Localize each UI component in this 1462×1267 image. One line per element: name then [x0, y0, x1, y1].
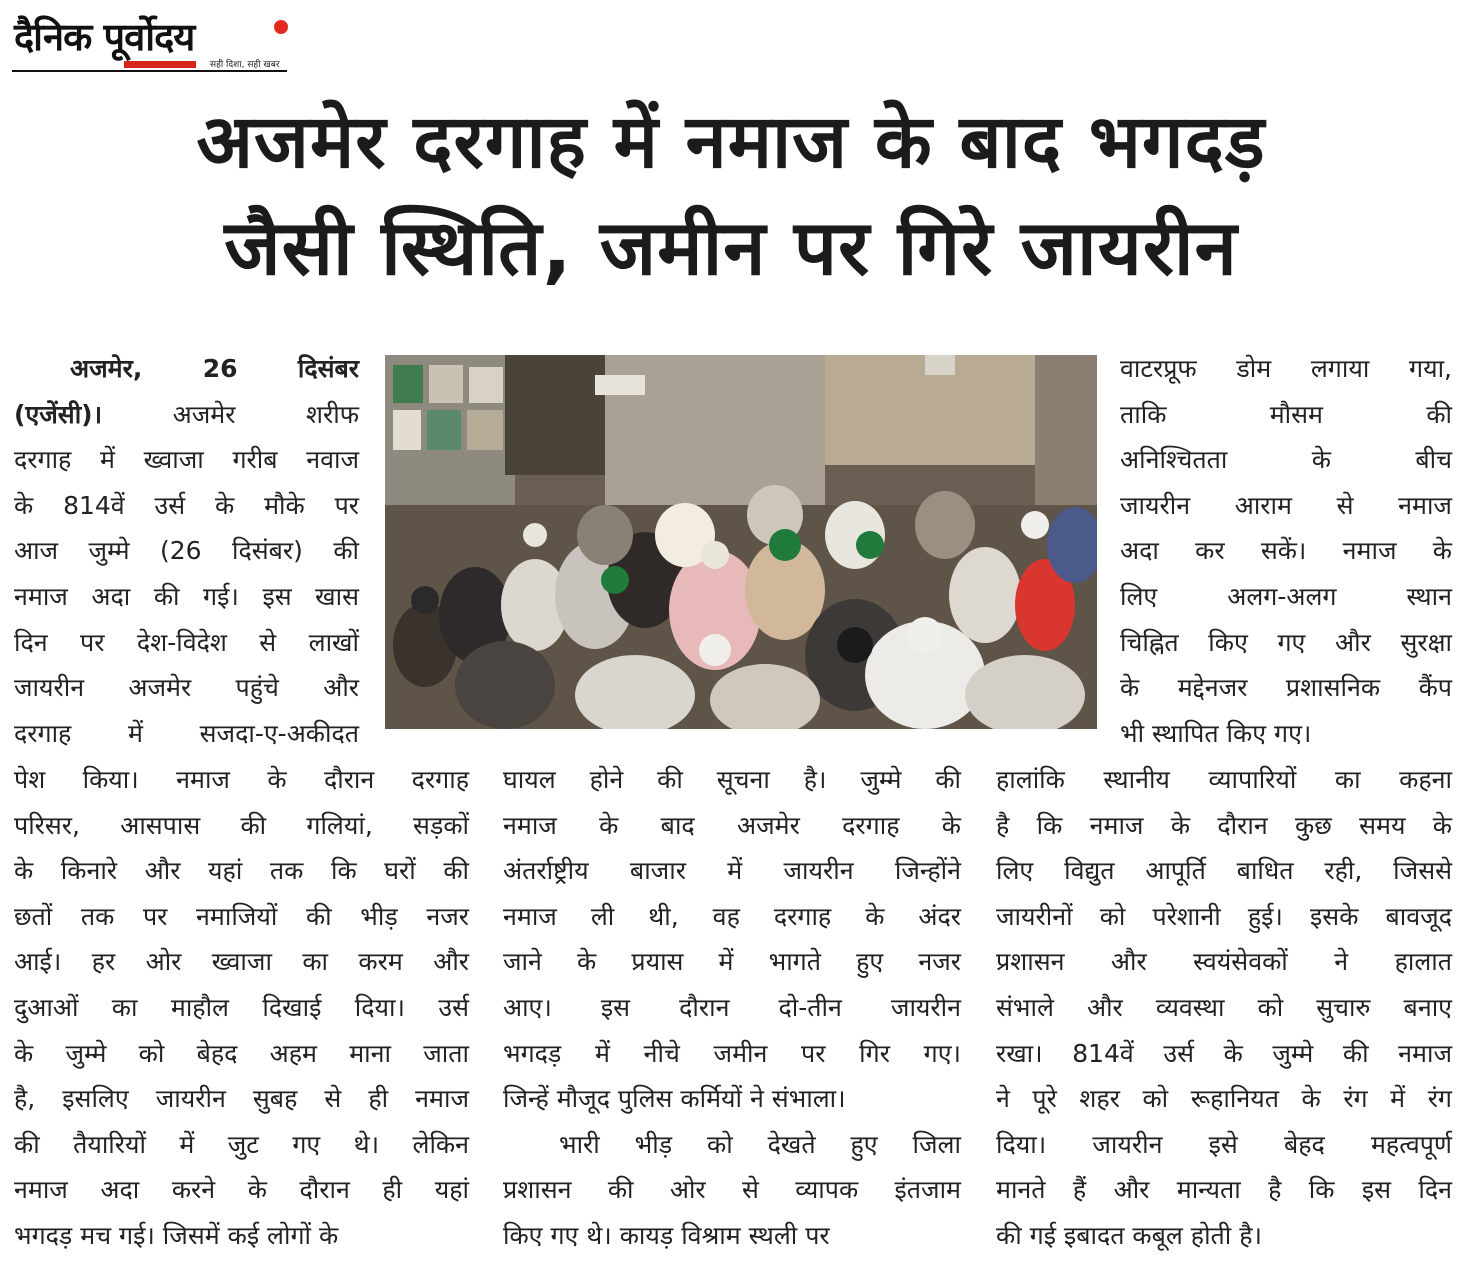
masthead-logo: दैनिक पूर्वोदय	[14, 15, 195, 59]
article-line: के जुम्मे को बेहद अहम माना जाता	[14, 1038, 469, 1068]
headline-line-1: अजमेर दरगाह में नमाज के बाद भगदड़	[196, 99, 1266, 185]
article-line: जायरीन अजमेर पहुंचे और	[14, 673, 359, 703]
article-line: दिन पर देश-विदेश से लाखों	[14, 627, 359, 657]
article-line: वाटरप्रूफ डोम लगाया गया,	[1120, 354, 1452, 383]
masthead-tagline: सही दिशा, सही खबर	[210, 60, 280, 70]
masthead-dot-icon	[274, 20, 288, 34]
article-line: अनिश्चितता के बीच	[1120, 445, 1452, 475]
article-line: दरगाह में ख्वाजा गरीब नवाज	[14, 445, 359, 475]
article-column-2	[503, 757, 961, 1259]
article-line: के किनारे और यहां तक कि घरों की	[14, 856, 469, 886]
headline-line-2: जैसी स्थिति, जमीन पर गिरे जायरीन	[224, 203, 1238, 292]
article-line: है, इसलिए जायरीन सुबह से ही नमाज	[14, 1084, 469, 1114]
article-line: भारी भीड़ को देखते हुए जिला	[559, 1129, 961, 1159]
article-line: आज जुम्मे (26 दिसंबर) की	[14, 536, 359, 566]
article-column-3-top	[1120, 346, 1452, 756]
article-column-3-bottom	[996, 757, 1452, 1259]
dateline-agency: (एजेंसी)।	[14, 399, 103, 429]
article-line: के मद्देनजर प्रशासनिक कैंप	[1120, 673, 1452, 703]
article-text: अजमेर शरीफ	[172, 399, 359, 429]
article-line: प्रशासन और स्वयंसेवकों ने हालात	[996, 947, 1452, 977]
article-line: दुआओं का माहौल दिखाई दिया। उर्स	[14, 992, 469, 1022]
masthead-red-bar	[124, 61, 196, 68]
article-line: मानते हैं और मान्यता है कि इस दिन	[996, 1175, 1452, 1205]
article-line: दरगाह में सजदा-ए-अकीदत	[14, 718, 359, 748]
article-column-1-top	[14, 346, 359, 756]
article-line: संभाले और व्यवस्था को सुचारु बनाए	[996, 992, 1452, 1022]
article-line: अदा कर सकें। नमाज के	[1120, 536, 1452, 566]
article-line: भगदड़ मच गई। जिसमें कई लोगों के	[14, 1220, 339, 1250]
article-line: नमाज अदा की गई। इस खास	[14, 581, 359, 611]
article-line: जायरीनों को परेशानी हुई। इसके बावजूद	[996, 901, 1452, 931]
article-line: की तैयारियों में जुट गए थे। लेकिन	[14, 1129, 469, 1159]
news-photo	[385, 355, 1097, 729]
article-line: प्रशासन की ओर से व्यापक इंतजाम	[503, 1175, 961, 1205]
article-line: है कि नमाज के दौरान कुछ समय के	[996, 810, 1452, 840]
article-line: जाने के प्रयास में भागते हुए नजर	[503, 947, 961, 977]
article-line: आए। इस दौरान दो-तीन जायरीन	[503, 992, 961, 1022]
article-line: दिया। जायरीन इसे बेहद महत्वपूर्ण	[996, 1129, 1452, 1159]
article-line: हालांकि स्थानीय व्यापारियों का कहना	[996, 765, 1452, 794]
article-line: नमाज ली थी, वह दरगाह के अंदर	[503, 901, 961, 931]
article-line: नमाज अदा करने के दौरान ही यहां	[14, 1175, 469, 1205]
article-line: आई। हर ओर ख्वाजा का करम और	[14, 947, 469, 977]
article-line: लिए अलग-अलग स्थान	[1120, 581, 1452, 611]
article-line: जिन्हें मौजूद पुलिस कर्मियों ने संभाला।	[503, 1084, 846, 1114]
article-line: के 814वें उर्स के मौके पर	[14, 490, 359, 520]
crowd-photo-illustration	[385, 355, 1097, 729]
masthead	[12, 10, 287, 72]
article-column-1-bottom	[14, 757, 469, 1259]
article-line: चिह्नित किए गए और सुरक्षा	[1120, 627, 1452, 657]
article-line: ताकि मौसम की	[1120, 399, 1452, 429]
article-line: लिए विद्युत आपूर्ति बाधित रही, जिससे	[996, 856, 1452, 886]
article-line: छतों तक पर नमाजियों की भीड़ नजर	[14, 901, 469, 931]
article-line: घायल होने की सूचना है। जुम्मे की	[503, 765, 961, 794]
dateline: अजमेर, 26 दिसंबर	[70, 354, 359, 383]
masthead-rule	[12, 70, 287, 72]
article-line: किए गए थे। कायड़ विश्राम स्थली पर	[503, 1220, 830, 1250]
dateline-row	[14, 346, 359, 392]
dateline-row-2	[14, 392, 359, 438]
article-line: रखा। 814वें उर्स के जुम्मे की नमाज	[996, 1038, 1452, 1068]
article-line: ने पूरे शहर को रूहानियत के रंग में रंग	[996, 1084, 1452, 1114]
article-line: नमाज के बाद अजमेर दरगाह के	[503, 810, 961, 840]
article-line: अंतर्राष्ट्रीय बाजार में जायरीन जिन्होंने	[503, 856, 961, 886]
article-line: भगदड़ में नीचे जमीन पर गिर गए।	[503, 1038, 961, 1068]
article-line: परिसर, आसपास की गलियां, सड़कों	[14, 810, 469, 840]
article-line: जायरीन आराम से नमाज	[1120, 490, 1452, 520]
article-line: भी स्थापित किए गए।	[1120, 718, 1312, 748]
article-line: पेश किया। नमाज के दौरान दरगाह	[14, 765, 469, 794]
article-line: की गई इबादत कबूल होती है।	[996, 1220, 1262, 1250]
